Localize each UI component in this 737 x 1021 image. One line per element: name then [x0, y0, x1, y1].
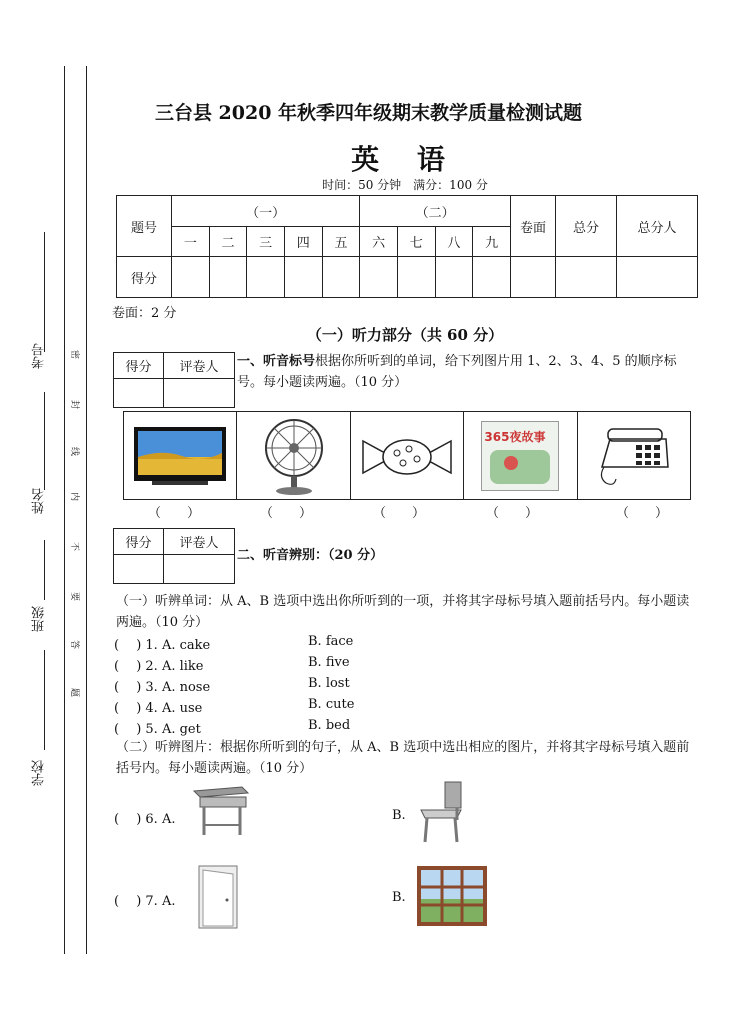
- image-cell: [578, 412, 690, 499]
- name-line: [44, 392, 45, 490]
- total-header: 总分: [556, 196, 617, 257]
- chair-icon: [417, 780, 469, 844]
- grader-score-label: 得分: [114, 353, 164, 379]
- score-cell: [617, 257, 698, 298]
- subject-title: 英 语: [351, 143, 459, 176]
- answer-blank-5[interactable]: （ ）: [616, 506, 669, 521]
- grader-label: 评卷人: [164, 529, 235, 555]
- exam-number-label: 考号: [32, 343, 47, 369]
- item-3-b: B. lost: [308, 676, 350, 691]
- section1-text: 根据你所听到的单词，给下列图片用 1、2、3、4、5 的顺序标号。每小题读两遍。（10 分）: [237, 354, 677, 390]
- exam-title: 三台县 2020 年秋季四年级期末教学质量检测试题: [154, 102, 583, 124]
- name-label: 姓名: [32, 488, 47, 514]
- margin-char: 内: [69, 491, 80, 502]
- item-4-a: ( ) 4. A. use: [114, 701, 203, 716]
- storybook-title: 365夜故事: [484, 429, 546, 444]
- juanmian-note: 卷面：2 分: [112, 306, 177, 321]
- telephone-icon: [594, 423, 674, 489]
- image-cell: [237, 412, 350, 499]
- answer-blank-2[interactable]: （ ）: [260, 506, 313, 521]
- section1-instruction: [237, 351, 699, 393]
- grader-box-1: [113, 352, 235, 408]
- section-header: 二: [209, 227, 247, 257]
- section-header: 一: [172, 227, 210, 257]
- item-1-a: ( ) 1. A. cake: [114, 638, 211, 653]
- score-table: [116, 195, 698, 298]
- margin-char: 不: [69, 541, 80, 552]
- answer-blank-1[interactable]: （ ）: [148, 506, 201, 521]
- item-1-b: B. face: [308, 634, 354, 649]
- section-header: 四: [284, 227, 322, 257]
- margin-char: 题: [69, 687, 80, 698]
- desk-icon: [192, 781, 250, 839]
- total-person-header: 总分人: [617, 196, 698, 257]
- grader-score-label: 得分: [114, 529, 164, 555]
- section1-image-row: [123, 411, 691, 500]
- fan-icon: [259, 416, 329, 496]
- grader-box-2: [113, 528, 235, 584]
- group1-header: （一）: [172, 196, 360, 227]
- image-cell: [124, 412, 237, 499]
- answer-blank-4[interactable]: （ ）: [486, 506, 539, 521]
- margin-char: 封: [69, 399, 80, 410]
- door-icon: [197, 864, 245, 930]
- item-7-a: ( ) 7. A.: [114, 894, 176, 909]
- grader-score-cell: [114, 555, 164, 584]
- score-cell: [360, 257, 398, 298]
- item-4-b: B. cute: [308, 697, 355, 712]
- storybook-icon: [481, 421, 559, 491]
- time-info: 时间：50 分钟 满分：100 分: [322, 178, 488, 192]
- score-cell: [556, 257, 617, 298]
- sub1-instruction: （一）听辨单词：从 A、B 选项中选出你所听到的一项，并将其字母标号填入题前括号内。每小题读两遍。（10 分）: [116, 594, 690, 630]
- col-title: 题号: [117, 196, 172, 257]
- part1-heading: （一）听力部分（共 60 分）: [306, 326, 504, 344]
- section-header: 七: [397, 227, 435, 257]
- item-5-a: ( ) 5. A. get: [114, 722, 201, 737]
- score-cell: [322, 257, 360, 298]
- item-5-b: B. bed: [308, 718, 351, 733]
- item-2-a: ( ) 2. A. like: [114, 659, 204, 674]
- binding-line-outer: [64, 66, 65, 954]
- score-cell: [284, 257, 322, 298]
- section-header: 六: [360, 227, 398, 257]
- score-cell: [247, 257, 285, 298]
- score-cell: [209, 257, 247, 298]
- score-cell: [397, 257, 435, 298]
- item-6-a: ( ) 6. A.: [114, 812, 176, 827]
- score-cell: [473, 257, 511, 298]
- margin-char: 线: [69, 446, 80, 457]
- item-3-a: ( ) 3. A. nose: [114, 680, 211, 695]
- sub2-instruction: （二）听辨图片：根据你所听到的句子，从 A、B 选项中选出相应的图片，并将其字母标号填入题前括号内。每小题读两遍。（10 分）: [116, 740, 690, 776]
- class-line: [44, 540, 45, 600]
- class-label: 班级: [32, 606, 47, 632]
- section1-title: 一、听音标号: [237, 354, 316, 369]
- juanmian-header: 卷面: [511, 196, 556, 257]
- window-icon: [416, 865, 488, 927]
- item-6-b: B.: [392, 808, 406, 823]
- tv-icon: [132, 423, 228, 489]
- section-header: 五: [322, 227, 360, 257]
- section-header: 九: [473, 227, 511, 257]
- section-header: 三: [247, 227, 285, 257]
- score-row-label: 得分: [117, 257, 172, 298]
- score-cell: [435, 257, 473, 298]
- margin-char: 密: [69, 349, 80, 360]
- margin-char: 答: [69, 639, 80, 650]
- group2-header: （二）: [360, 196, 511, 227]
- candy-icon: [359, 431, 455, 481]
- section2-title: 二、听音辨别：（20 分）: [237, 548, 384, 563]
- school-line: [44, 650, 45, 750]
- margin-char: 要: [69, 591, 80, 602]
- item-7-b: B.: [392, 890, 406, 905]
- grader-name-cell: [164, 379, 235, 408]
- grader-name-cell: [164, 555, 235, 584]
- image-cell: [464, 412, 577, 499]
- grader-score-cell: [114, 379, 164, 408]
- school-label: 学校: [32, 760, 47, 786]
- image-cell: [351, 412, 464, 499]
- score-cell: [172, 257, 210, 298]
- score-cell: [511, 257, 556, 298]
- item-2-b: B. five: [308, 655, 350, 670]
- section-header: 八: [435, 227, 473, 257]
- grader-label: 评卷人: [164, 353, 235, 379]
- binding-line-inner: [86, 66, 87, 954]
- answer-blank-3[interactable]: （ ）: [373, 506, 426, 521]
